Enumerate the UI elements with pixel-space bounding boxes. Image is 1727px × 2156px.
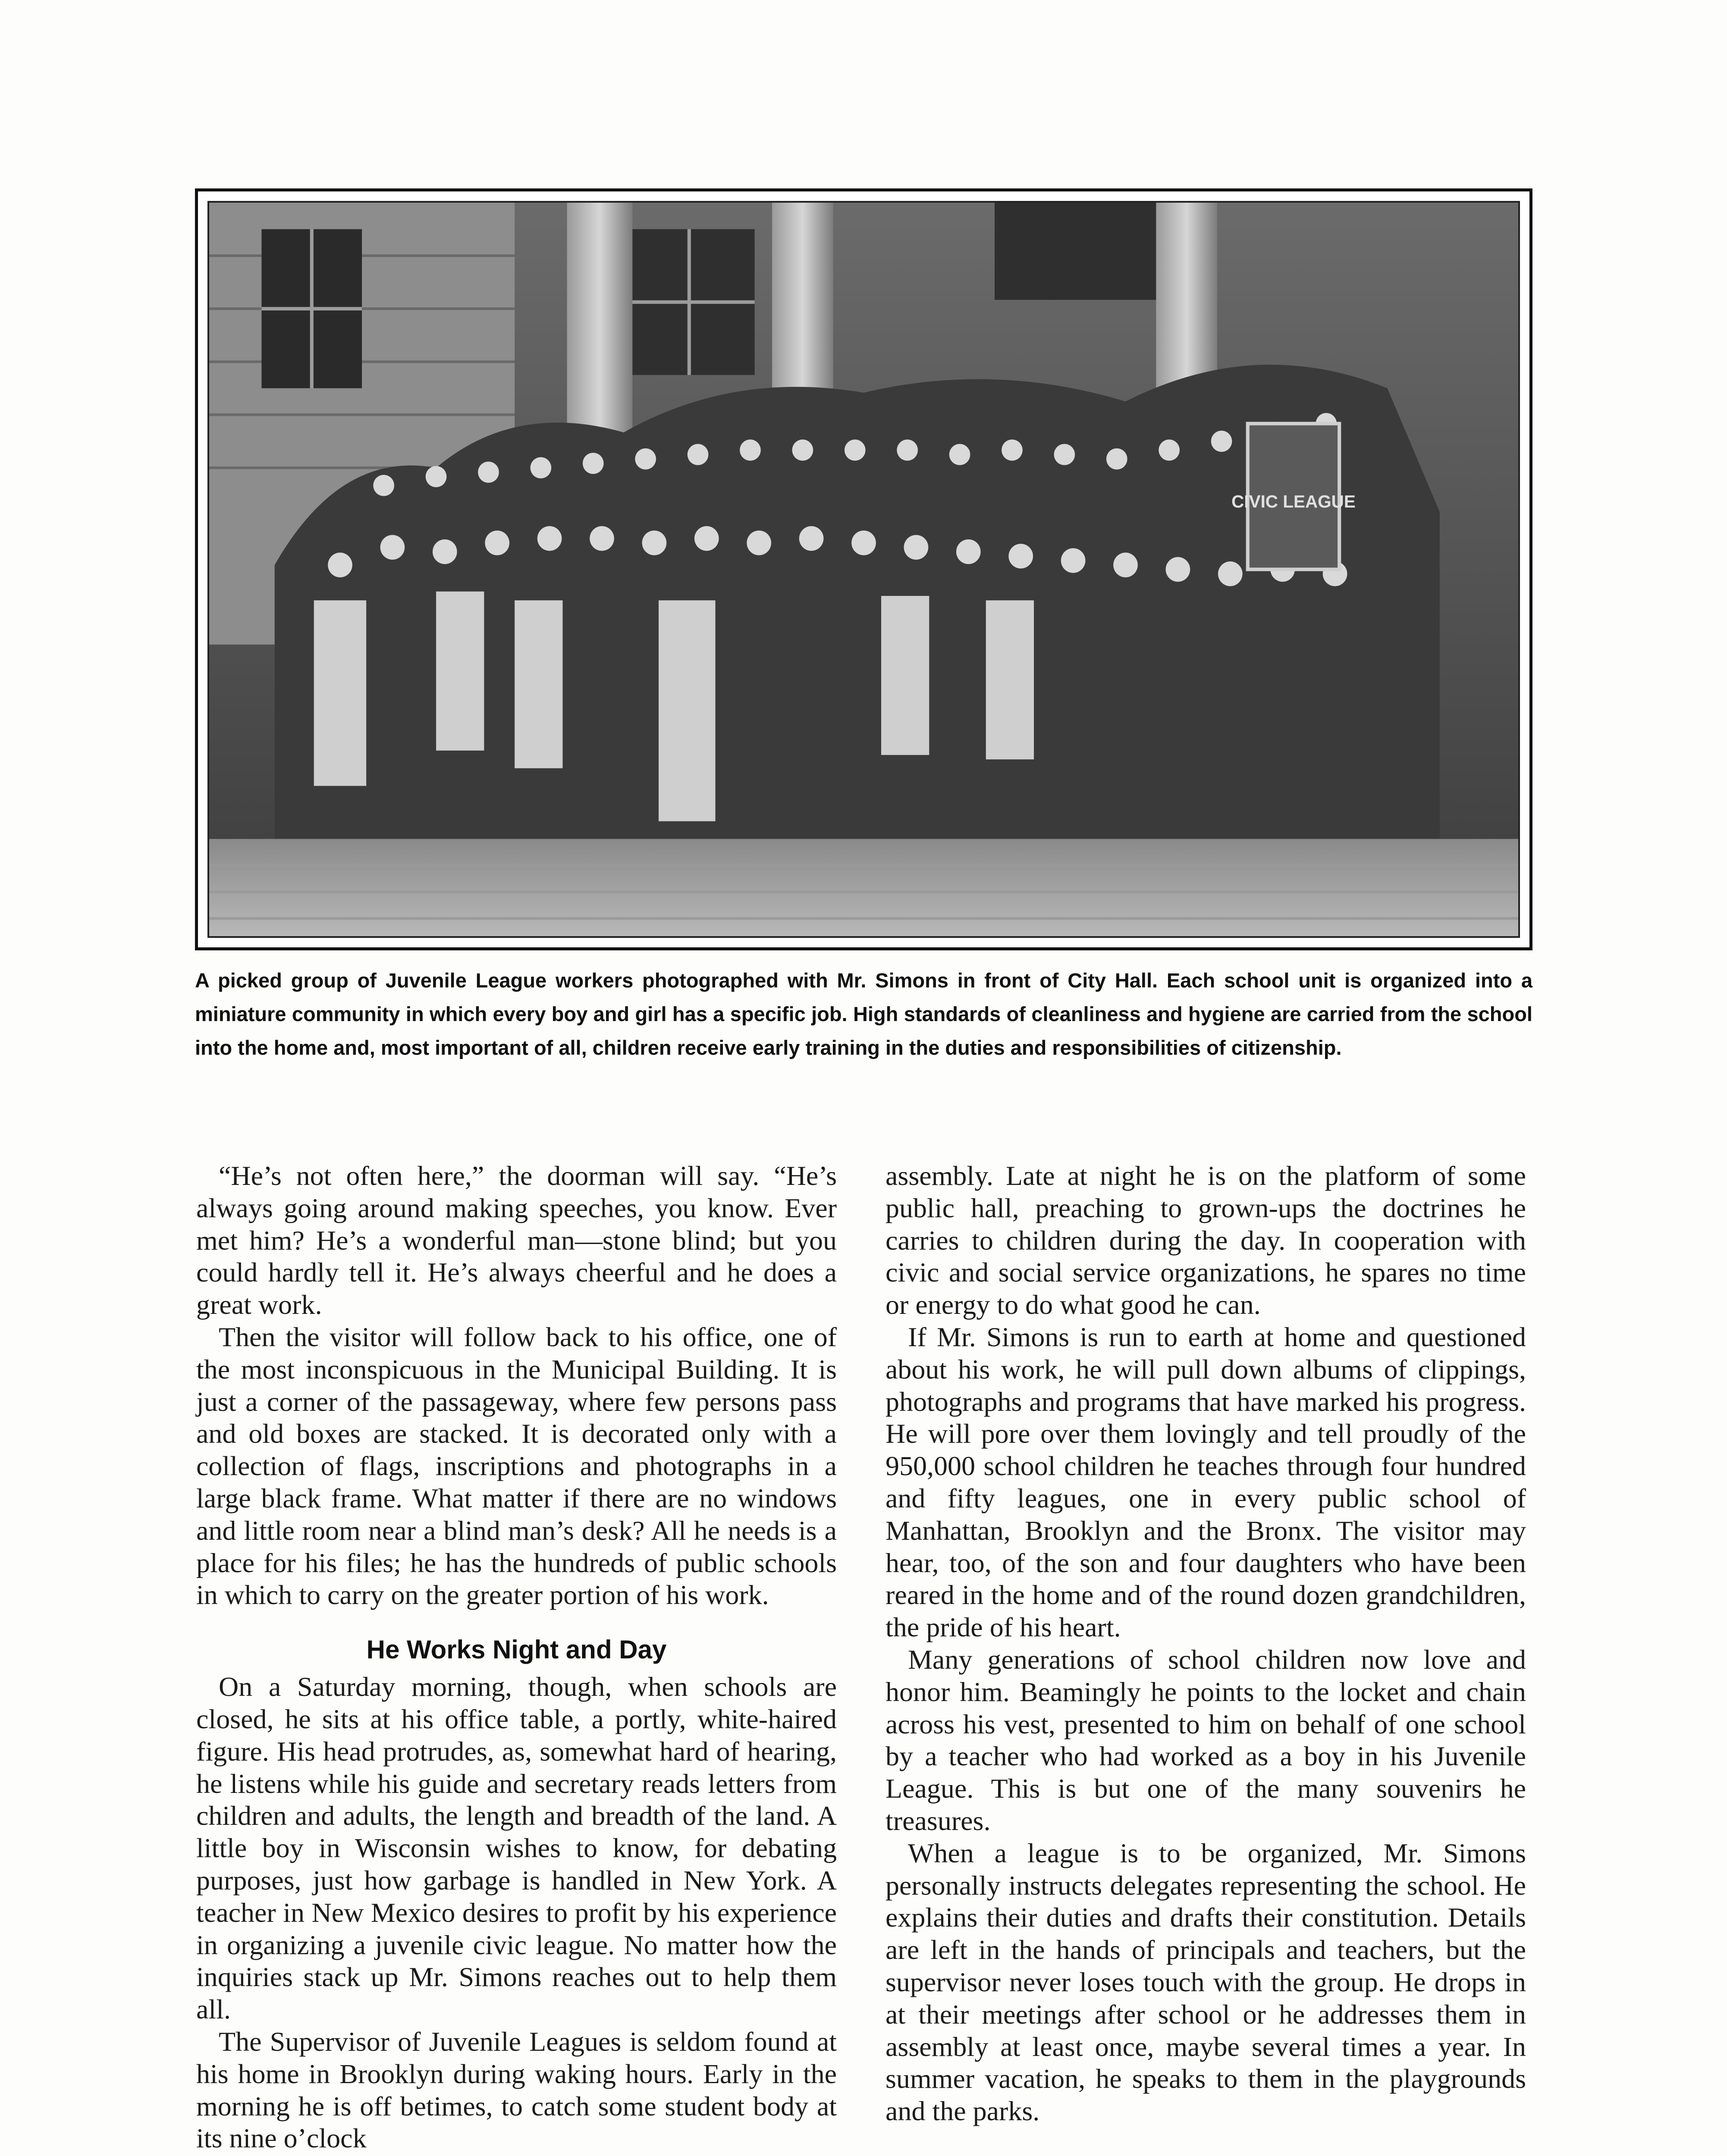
section-subheading: He Works Night and Day	[366, 1635, 667, 1664]
paragraph: When a league is to be organized, Mr. Simons personally instructs delegates representing the school. He explains their duties and drafts their constitution. Details are left in the hands of principals and teachers, but the supervisor never loses touch with the group. He drops in at their meetings after school or he addresses them in assembly at least once, maybe several times a year. In summer vacation, he speaks to them in the playgrounds and the parks.	[885, 1837, 1526, 2127]
group-photograph	[207, 201, 1520, 938]
paragraph: assembly. Late at night he is on the platform of some public hall, preaching to grown-ups the doctrines he carries to children during the day. In cooperation with civic and social service organizations, he spares no time or energy to do what good he can.	[885, 1160, 1526, 1320]
paragraph: Then the visitor will follow back to his office, one of the most inconspicuous in the Municipal Building. It is just a corner of the passageway, where few persons pass and old boxes are stacked. It is decorated only with a collection of flags, inscriptions and photographs in a large black frame. What matter if there are no windows and little room near a blind man’s desk? All he needs is a place for his files; he has the hundreds of public schools in which to carry on the greater portion of his work.	[196, 1321, 837, 1611]
paragraph: If Mr. Simons is run to earth at home and questioned about his work, he will pull down albums of clippings, photographs and programs that have marked his progress. He will pore over them lovingly and tell proudly of the 950,000 school children he teaches through four hundred and fifty leagues, one in every public school of Manhattan, Brooklyn and the Bronx. The visitor may hear, too, of the son and four daughters who have been reared in the home and of the round dozen grandchildren, the pride of his heart.	[885, 1321, 1526, 1643]
paragraph: The Supervisor of Juvenile Leagues is seldom found at his home in Brooklyn during waking hours. Early in the morning he is off betimes, to catch some student body at its nine o’clock	[196, 2026, 837, 2154]
photo-caption: A picked group of Juvenile League workers photographed with Mr. Simons in front of City Hall. Each school unit is organized into a miniature community in which every boy and girl has a specific job. High standards of cleanliness and hygiene are carried from the school into the home and, most important of all, children receive early training in the duties and responsibilities of citizenship.	[195, 969, 1532, 1059]
right-column	[885, 1160, 1526, 2128]
left-column	[196, 1160, 837, 2155]
paragraph: Many generations of school children now love and honor him. Beamingly he points to the locket and chain across his vest, presented to him on behalf of one school by a teacher who had worked as a boy in his Juvenile League. This is but one of the many souvenirs he treasures.	[885, 1644, 1526, 1836]
photo-frame	[195, 188, 1532, 950]
banner-text: CIVIC LEAGUE	[1231, 491, 1356, 512]
paragraph: On a Saturday morning, though, when schools are closed, he sits at his office table, a portly, white-haired figure. His head protrudes, as, somewhat hard of hearing, he listens while his guide and secretary reads letters from children and adults, the length and breadth of the land. A little boy in Wisconsin wishes to know, for debating purposes, just how garbage is handled in New York. A teacher in New Mexico desires to profit by his experience in organizing a juvenile civic league. No matter how the inquiries stack up Mr. Simons reaches out to help them all.	[196, 1671, 837, 2025]
paragraph: “He’s not often here,” the doorman will say. “He’s always going around making speeches, you know. Ever met him? He’s a wonderful man—stone blind; but you could hardly tell it. He’s always cheerful and he does a great work.	[196, 1160, 837, 1320]
